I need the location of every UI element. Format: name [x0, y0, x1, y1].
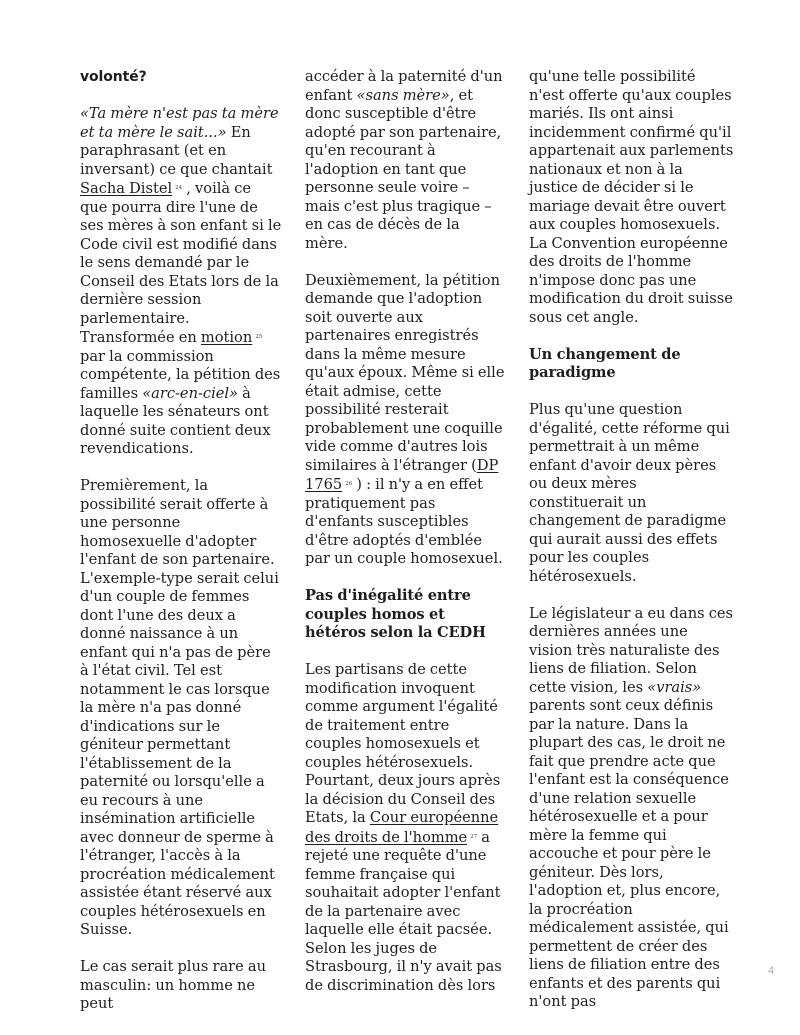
section-heading: volonté?	[80, 69, 147, 85]
footnote-ref[interactable]: 25	[255, 334, 263, 340]
link-dp-1765[interactable]: DP 1765	[305, 456, 499, 493]
paragraph: Le législateur a eu dans ces dernières années une vision très naturaliste des liens de filiation. Selon cette vision, les «vrais» parents sont ceux définis par la nature. Dans la plupart des cas, le droit ne fait que prendre acte que l'enfant est la conséquence d'une relation sexuelle hétérosexuelle et a pour mère la femme qui accouche et pour père le géniteur. Dès lors, l'adoption et, plus encore, la procréation médicalement assistée, qui permettent de créer des liens de filiation entre des enfants et des parents qui n'ont pas	[529, 604, 734, 1010]
footnote-ref[interactable]: 26	[345, 481, 353, 487]
footnote-ref[interactable]: 24	[175, 185, 183, 191]
paragraph-intro: «Ta mère n'est pas ta mère et ta mère le sait...» En paraphrasant (et en inversant) ce que chantait Sacha Distel $^{24}$ , voilà ce que pourra dire l'une de ses mères à son enfant si le Code civil est modifié dans le sens demandé par le Conseil des Etats lors de la dernière session parlementaire. Transformée en motion $^{25}$ par la commission compétente, la pétition des familles «arc-en-ciel» à laquelle les sénateurs ont donné suite contient deux revendications.	[80, 105, 282, 457]
quote: «sans mère»	[356, 86, 450, 104]
paragraph: Les partisans de cette modification invoquent comme argument l'égalité de traitement entre couples homosexuels et couples hétérosexuels. Pourtant, deux jours après la décision du Conseil des Etats, la Cour européenne des droits de l'homme $^{27}$ a rejeté une requête d'une femme française qui souhaitait adopter l'enfant de la partenaire avec laquelle elle était pacsée. Selon les juges de Strasbourg, il n'y avait pas de discrimination dès lors	[305, 661, 502, 994]
column-2	[305, 68, 505, 1014]
section-heading: Un changement de paradigme	[529, 345, 681, 381]
page-number: 4	[768, 965, 775, 977]
paragraph: Premièrement, la possibilité serait offerte à une personne homosexuelle d'adopter l'enfant de son partenaire. L'exemple-type serait celui d'un couple de femmes dont l'une des deux a donné naissance à un enfant qui n'a pas de père à l'état civil. Tel est notamment le cas lorsque la mère n'a pas donné d'indications sur le géniteur permettant l'établissement de la paternité ou lorsqu'elle a eu recours à une insémination artificielle avec donneur de sperme à l'étranger, l'accès à la procréation médicalement assistée étant réservé aux couples hétérosexuels en Suisse.	[80, 477, 279, 938]
column-3	[529, 68, 735, 1030]
link-sacha-distel[interactable]: Sacha Distel	[80, 180, 173, 197]
quote: «vrais»	[647, 678, 702, 696]
link-cedh[interactable]: Cour européenne des droits de l'homme	[305, 809, 499, 846]
paragraph: Plus qu'une question d'égalité, cette réforme qui permettrait à un même enfant d'avoir deux pères ou deux mères constituerait un changement de paradigme qui aurait aussi des effets pour les couples hétérosexuels.	[529, 401, 730, 585]
quote: «Ta mère n'est pas ta mère et ta mère le sait...»	[80, 105, 279, 141]
section-heading: Pas d'inégalité entre couples homos et hétéros selon la CEDH	[305, 587, 486, 641]
paragraph: Le cas serait plus rare au masculin: un homme ne peut	[80, 958, 267, 1012]
footnote-ref[interactable]: 27	[470, 833, 478, 840]
paragraph: accéder à la paternité d'un enfant «sans mère», et donc susceptible d'être adopté par son partenaire, qu'en recourant à l'adoption en tant que personne seule voire – mais c'est plus tragique – en cas de décès de la mère.	[305, 68, 503, 252]
quote: «arc-en-ciel»	[142, 384, 238, 402]
paragraph: Deuxièmement, la pétition demande que l'adoption soit ouverte aux partenaires enregistrés dans la même mesure qu'aux époux. Même si elle était admise, cette possibilité resterait probablement une coquille vide comme d'autres lois similaires à l'étranger (DP 1765 $^{26}$ ) : il n'y a en effet pratiquement pas d'enfants susceptibles d'être adoptés d'emblée par un couple homosexuel.	[305, 271, 505, 567]
column-1	[80, 68, 282, 1032]
paragraph: qu'une telle possibilité n'est offerte qu'aux couples mariés. Ils ont ainsi incidemment confirmé qu'il appartenait aux parlements nationaux et non à la justice de décider si le mariage devait être ouvert aux couples homosexuels. La Convention européenne des droits de l'homme n'impose donc pas une modification du droit suisse sous cet angle.	[529, 68, 734, 326]
link-motion[interactable]: motion	[200, 329, 253, 346]
